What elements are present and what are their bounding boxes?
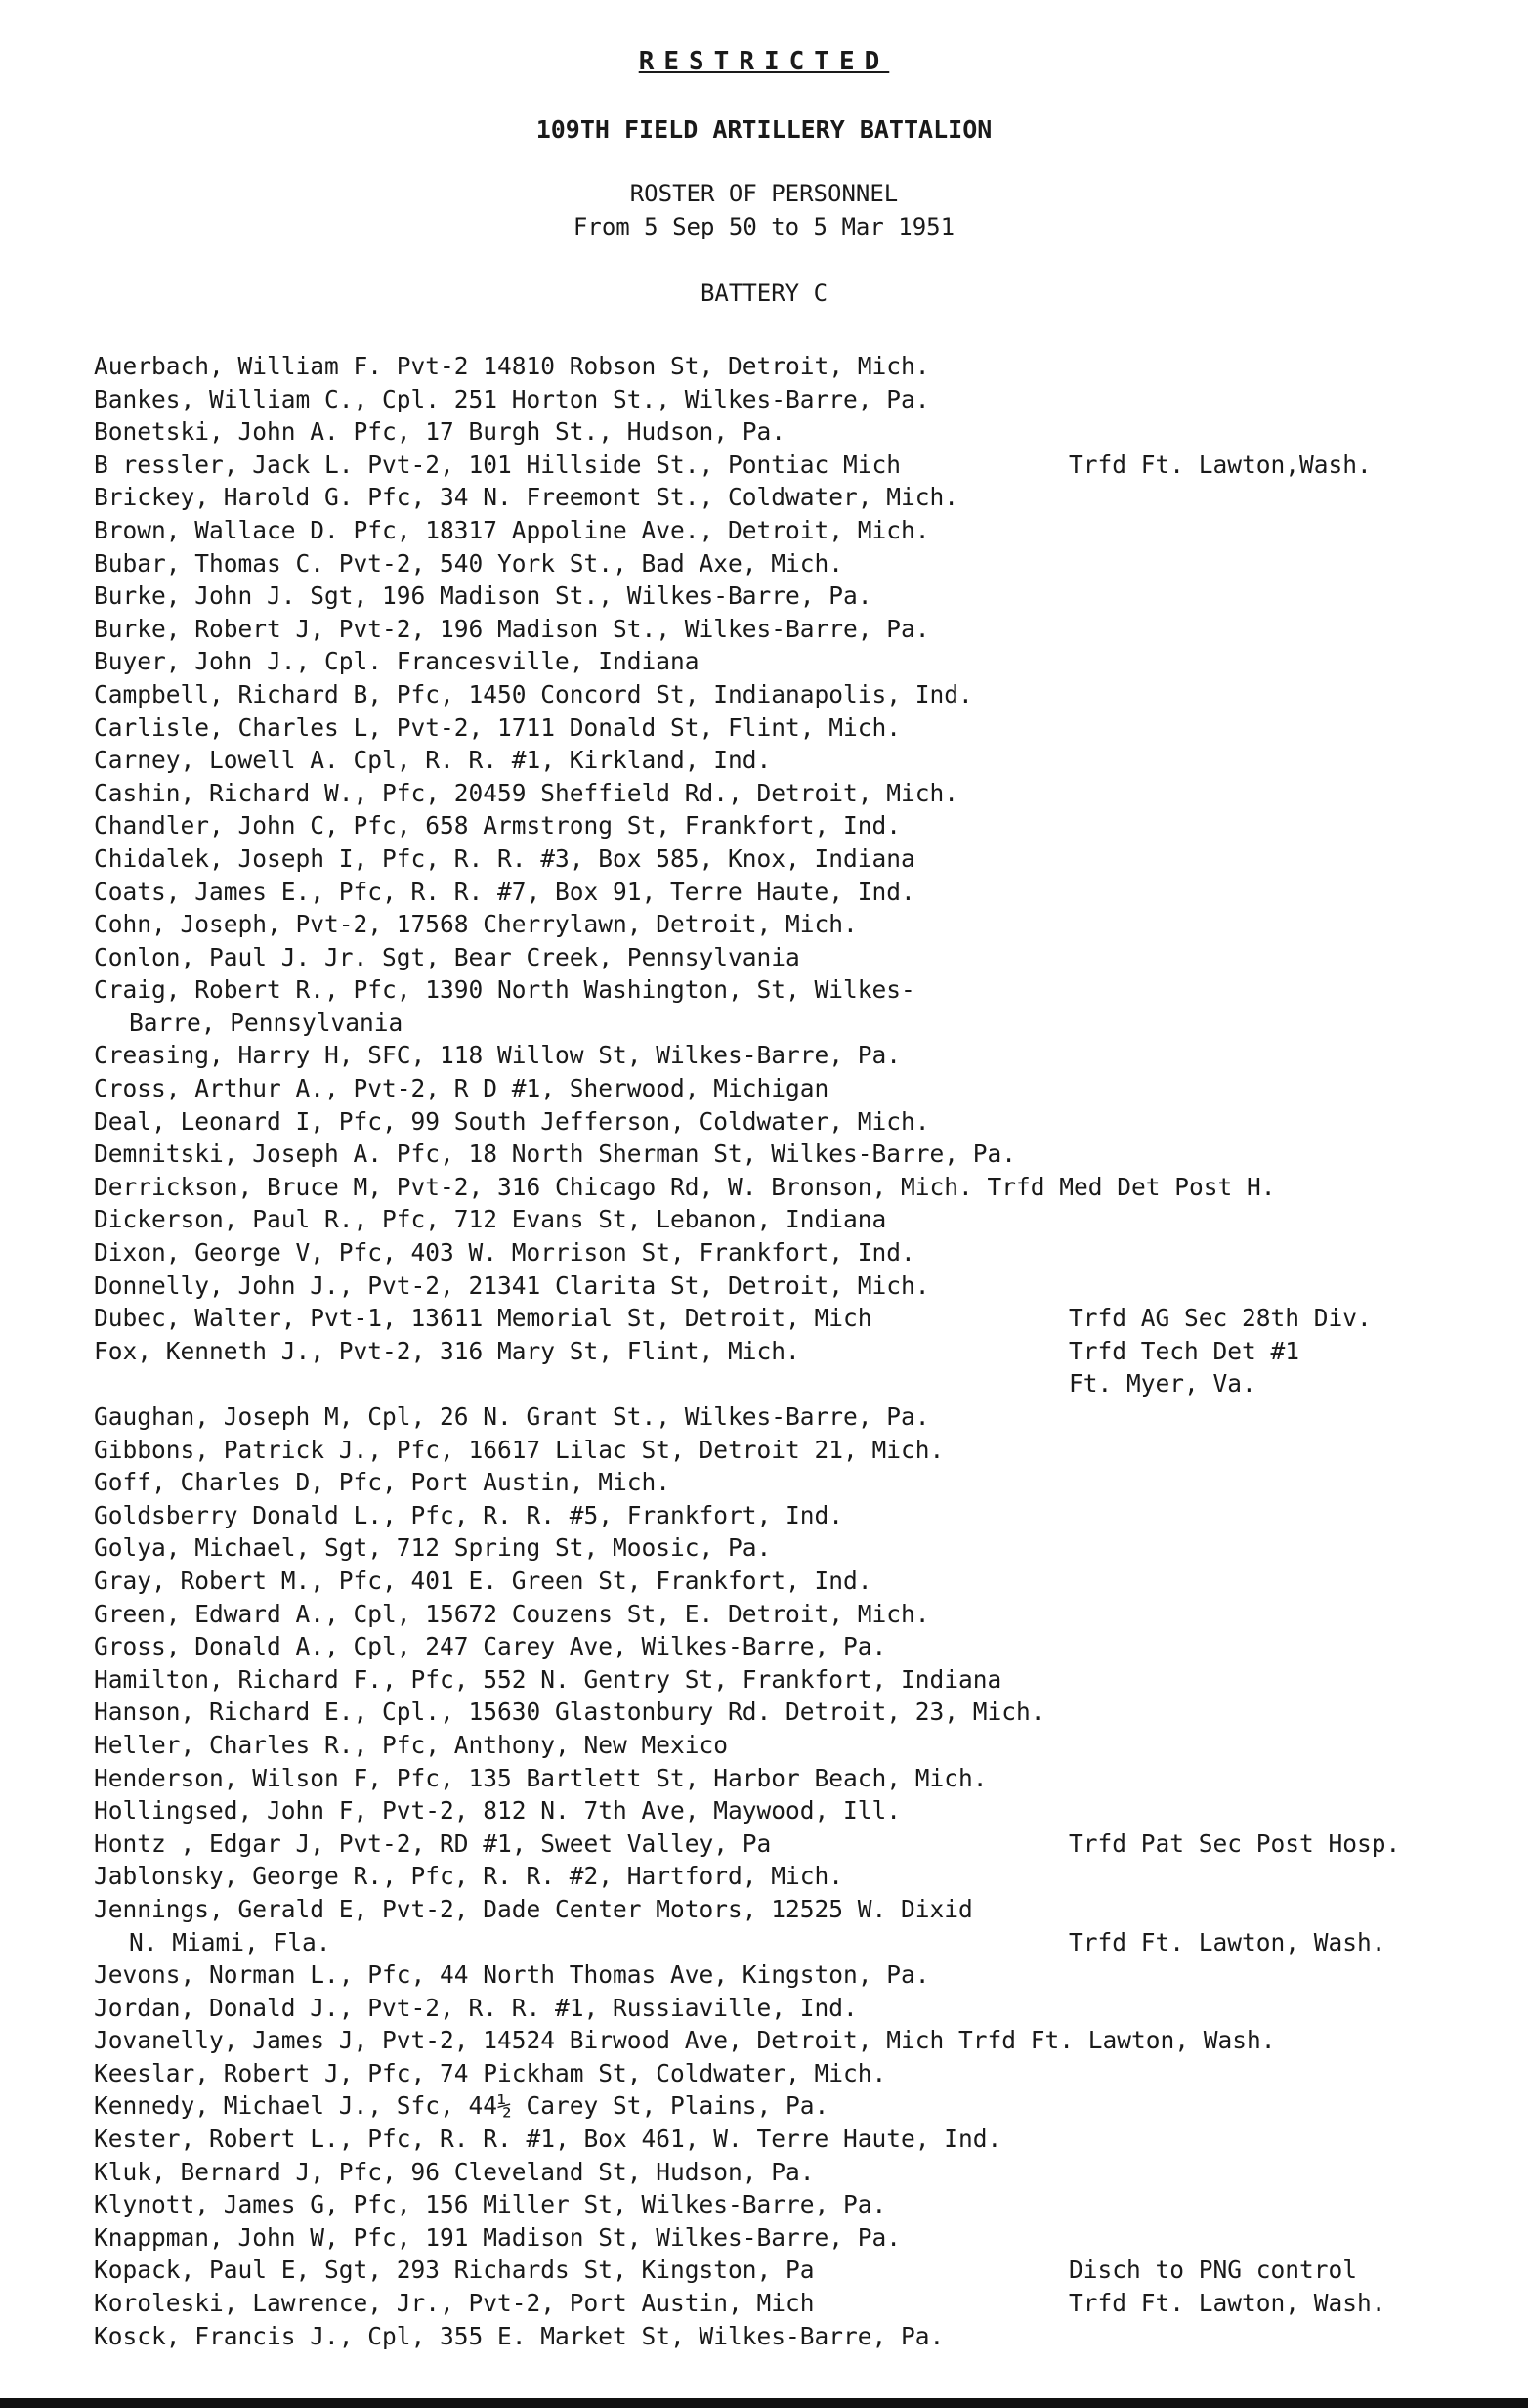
roster-entry	[94, 1335, 1481, 1368]
entry-text: Dubec, Walter, Pvt-1, 13611 Memorial St, Detroit, Mich	[94, 1304, 872, 1333]
roster-entry	[94, 678, 1481, 711]
entry-text: Cross, Arthur A., Pvt-2, R D #1, Sherwood, Michigan	[94, 1074, 829, 1103]
roster-entry	[94, 973, 1481, 1007]
roster-entry	[94, 2287, 1481, 2320]
roster-entry	[94, 2188, 1481, 2221]
entry-text: Gross, Donald A., Cpl, 247 Carey Ave, Wilkes-Barre, Pa.	[94, 1632, 887, 1661]
roster-entry	[94, 1992, 1481, 2025]
entry-note: Trfd Ft. Lawton, Wash.	[1069, 1927, 1386, 1956]
entry-note: Trfd Ft. Lawton,Wash.	[1069, 450, 1372, 479]
entry-text: Hontz , Edgar J, Pvt-2, RD #1, Sweet Valley, Pa	[94, 1828, 772, 1858]
roster-entry	[94, 613, 1481, 646]
entry-note: Trfd Ft. Lawton, Wash.	[1069, 2289, 1386, 2318]
roster-entry	[94, 1630, 1481, 1663]
entry-text: Craig, Robert R., Pfc, 1390 North Washington, St, Wilkes-	[94, 975, 915, 1005]
roster-entry	[94, 645, 1481, 678]
entry-text: N. Miami, Fla.	[129, 1927, 331, 1956]
entry-note: Trfd AG Sec 28th Div.	[1069, 1304, 1372, 1333]
entry-text: Coats, James E., Pfc, R. R. #7, Box 91, Terre Haute, Ind.	[94, 877, 915, 906]
roster-entry	[94, 1893, 1481, 1926]
unit-title: 109TH FIELD ARTILLERY BATTALION	[535, 115, 993, 144]
entry-text: Demnitski, Joseph A. Pfc, 18 North Sherman St, Wilkes-Barre, Pa.	[94, 1140, 1017, 1169]
entry-text: Brown, Wallace D. Pfc, 18317 Appoline Ave., Detroit, Mich.	[94, 515, 930, 544]
roster-entry	[94, 1302, 1481, 1335]
entry-text: Goldsberry Donald L., Pfc, R. R. #5, Frankfort, Ind.	[94, 1500, 844, 1529]
entry-text: Henderson, Wilson F, Pfc, 135 Bartlett St, Harbor Beach, Mich.	[94, 1763, 988, 1792]
roster-entry	[94, 1466, 1481, 1499]
roster-entry	[94, 449, 1481, 482]
roster-entry	[94, 1860, 1481, 1893]
entry-text: Green, Edward A., Cpl, 15672 Couzens St, E. Detroit, Mich.	[94, 1599, 930, 1628]
entry-text: Brickey, Harold G. Pfc, 34 N. Freemont St., Coldwater, Mich.	[94, 483, 959, 512]
roster-entry	[94, 2024, 1481, 2057]
entry-text: Jablonsky, George R., Pfc, R. R. #2, Hartford, Mich.	[94, 1862, 844, 1891]
entry-text: Hamilton, Richard F., Pfc, 552 N. Gentry St, Frankfort, Indiana	[94, 1664, 1002, 1694]
roster-entry	[94, 1039, 1481, 1072]
roster-entry	[94, 1958, 1481, 1992]
roster-entry	[94, 1794, 1481, 1828]
entry-text: Jovanelly, James J, Pvt-2, 14524 Birwood Ave, Detroit, Mich Trfd Ft. Lawton, Wash.	[94, 2026, 1276, 2055]
roster-entry	[94, 1828, 1481, 1861]
roster-entry	[94, 1729, 1481, 1762]
battery-heading: BATTERY C	[700, 280, 828, 307]
entry-text: Kester, Robert L., Pfc, R. R. #1, Box 461, W. Terre Haute, Ind.	[94, 2125, 1002, 2154]
entry-text: Cohn, Joseph, Pvt-2, 17568 Cherrylawn, Detroit, Mich.	[94, 910, 858, 939]
roster-entry	[94, 1203, 1481, 1236]
entry-text: Golya, Michael, Sgt, 712 Spring St, Moosic, Pa.	[94, 1533, 772, 1563]
roster-entry	[94, 744, 1481, 777]
entry-text: Kosck, Francis J., Cpl, 355 E. Market St, Wilkes-Barre, Pa.	[94, 2321, 945, 2350]
entry-text: Dickerson, Paul R., Pfc, 712 Evans St, Lebanon, Indiana	[94, 1205, 887, 1234]
entry-text: Koroleski, Lawrence, Jr., Pvt-2, Port Austin, Mich	[94, 2289, 815, 2318]
roster-entry	[94, 481, 1481, 514]
roster-entry	[94, 1072, 1481, 1105]
roster-entry	[94, 350, 1481, 383]
entry-text: Auerbach, William F. Pvt-2 14810 Robson St, Detroit, Mich.	[94, 352, 930, 380]
personnel-roster	[94, 350, 1481, 2352]
roster-entry	[94, 1236, 1481, 1269]
entry-text: Gibbons, Patrick J., Pfc, 16617 Lilac St, Detroit 21, Mich.	[94, 1435, 945, 1464]
entry-text: Deal, Leonard I, Pfc, 99 South Jefferson, Coldwater, Mich.	[94, 1106, 930, 1136]
roster-entry	[94, 2057, 1481, 2090]
entry-text: Knappman, John W, Pfc, 191 Madison St, Wilkes-Barre, Pa.	[94, 2222, 902, 2252]
entry-text: Gray, Robert M., Pfc, 401 E. Green St, Frankfort, Ind.	[94, 1566, 872, 1595]
roster-entry	[94, 1434, 1481, 1467]
roster-entry	[94, 547, 1481, 580]
entry-text: Campbell, Richard B, Pfc, 1450 Concord St, Indianapolis, Ind.	[94, 679, 973, 709]
entry-text: Cashin, Richard W., Pfc, 20459 Sheffield Rd., Detroit, Mich.	[94, 778, 959, 807]
roster-entry	[94, 1663, 1481, 1697]
document-title: ROSTER OF PERSONNEL	[629, 180, 899, 207]
roster-entry	[94, 1367, 1481, 1400]
entry-text: Bankes, William C., Cpl. 251 Horton St., Wilkes-Barre, Pa.	[94, 384, 930, 413]
entry-text: Heller, Charles R., Pfc, Anthony, New Mexico	[94, 1730, 729, 1759]
roster-entry	[94, 777, 1481, 810]
roster-entry	[94, 1269, 1481, 1303]
roster-entry	[94, 2221, 1481, 2255]
roster-entry	[94, 1598, 1481, 1631]
roster-entry	[94, 941, 1481, 974]
roster-entry	[94, 1105, 1481, 1139]
roster-entry	[94, 1171, 1481, 1204]
roster-entry	[94, 1499, 1481, 1532]
entry-text: Jennings, Gerald E, Pvt-2, Dade Center Motors, 12525 W. Dixid	[94, 1894, 973, 1923]
entry-text: Hanson, Richard E., Cpl., 15630 Glastonbury Rd. Detroit, 23, Mich.	[94, 1698, 1045, 1727]
roster-entry	[94, 580, 1481, 613]
roster-entry	[94, 809, 1481, 842]
roster-entry	[94, 711, 1481, 745]
roster-entry	[94, 1531, 1481, 1565]
entry-text: Buyer, John J., Cpl. Francesville, Indiana	[94, 647, 700, 676]
roster-entry	[94, 383, 1481, 416]
roster-entry	[94, 876, 1481, 909]
entry-text: Gaughan, Joseph M, Cpl, 26 N. Grant St., Wilkes-Barre, Pa.	[94, 1402, 930, 1431]
roster-entry	[94, 2123, 1481, 2156]
entry-text: Fox, Kenneth J., Pvt-2, 316 Mary St, Flint, Mich.	[94, 1336, 800, 1365]
roster-entry	[94, 1138, 1481, 1171]
entry-text: Bonetski, John A. Pfc, 17 Burgh St., Hudson, Pa.	[94, 417, 786, 447]
roster-entry	[94, 908, 1481, 941]
roster-entry	[94, 514, 1481, 547]
entry-text: Derrickson, Bruce M, Pvt-2, 316 Chicago Rd, W. Bronson, Mich. Trfd Med Det Post H.	[94, 1172, 1276, 1201]
entry-text: Conlon, Paul J. Jr. Sgt, Bear Creek, Pennsylvania	[94, 942, 800, 971]
entry-text: B ressler, Jack L. Pvt-2, 101 Hillside St., Pontiac Mich	[94, 450, 902, 479]
entry-text: Carlisle, Charles L, Pvt-2, 1711 Donald St, Flint, Mich.	[94, 712, 902, 742]
entry-note: Ft. Myer, Va.	[1069, 1369, 1256, 1398]
entry-text: Jordan, Donald J., Pvt-2, R. R. #1, Russiaville, Ind.	[94, 1993, 858, 2022]
entry-text: Donnelly, John J., Pvt-2, 21341 Clarita St, Detroit, Mich.	[94, 1270, 930, 1300]
roster-entry	[94, 1007, 1481, 1040]
entry-text: Burke, John J. Sgt, 196 Madison St., Wilkes-Barre, Pa.	[94, 581, 872, 611]
roster-period: From 5 Sep 50 to 5 Mar 1951	[573, 213, 955, 240]
roster-entry	[94, 1762, 1481, 1795]
classification-marking: RESTRICTED	[638, 47, 890, 76]
entry-text: Kluk, Bernard J, Pfc, 96 Cleveland St, Hudson, Pa.	[94, 2157, 815, 2186]
entry-text: Chandler, John C, Pfc, 658 Armstrong St, Frankfort, Ind.	[94, 811, 902, 840]
entry-text: Bubar, Thomas C. Pvt-2, 540 York St., Bad Axe, Mich.	[94, 548, 844, 578]
entry-text: Goff, Charles D, Pfc, Port Austin, Mich.	[94, 1468, 671, 1497]
entry-note: Trfd Tech Det #1	[1069, 1336, 1300, 1365]
roster-entry	[94, 2320, 1481, 2353]
roster-entry	[94, 1926, 1481, 1959]
entry-text: Chidalek, Joseph I, Pfc, R. R. #3, Box 585, Knox, Indiana	[94, 843, 915, 873]
roster-entry	[94, 2089, 1481, 2123]
entry-text: Burke, Robert J, Pvt-2, 196 Madison St., Wilkes-Barre, Pa.	[94, 614, 930, 643]
entry-text: Klynott, James G, Pfc, 156 Miller St, Wilkes-Barre, Pa.	[94, 2190, 887, 2219]
roster-entry	[94, 415, 1481, 449]
entry-note: Disch to PNG control	[1069, 2256, 1358, 2285]
roster-entry	[94, 2254, 1481, 2287]
roster-entry	[94, 1400, 1481, 1434]
entry-text: Keeslar, Robert J, Pfc, 74 Pickham St, Coldwater, Mich.	[94, 2058, 887, 2087]
entry-text: Hollingsed, John F, Pvt-2, 812 N. 7th Ave, Maywood, Ill.	[94, 1796, 902, 1826]
roster-entry	[94, 1565, 1481, 1598]
entry-text: Jevons, Norman L., Pfc, 44 North Thomas Ave, Kingston, Pa.	[94, 1960, 930, 1990]
entry-text: Barre, Pennsylvania	[129, 1008, 403, 1037]
entry-text: Creasing, Harry H, SFC, 118 Willow St, Wilkes-Barre, Pa.	[94, 1041, 902, 1070]
page-bottom-edge	[0, 2398, 1528, 2408]
entry-text: Dixon, George V, Pfc, 403 W. Morrison St, Frankfort, Ind.	[94, 1238, 915, 1268]
roster-entry	[94, 1696, 1481, 1729]
entry-note: Trfd Pat Sec Post Hosp.	[1069, 1828, 1401, 1858]
roster-entry	[94, 2156, 1481, 2189]
roster-entry	[94, 842, 1481, 876]
entry-text: Kopack, Paul E, Sgt, 293 Richards St, Kingston, Pa	[94, 2256, 815, 2285]
entry-text: Kennedy, Michael J., Sfc, 44½ Carey St, Plains, Pa.	[94, 2091, 829, 2121]
entry-text: Carney, Lowell A. Cpl, R. R. #1, Kirkland, Ind.	[94, 746, 772, 775]
